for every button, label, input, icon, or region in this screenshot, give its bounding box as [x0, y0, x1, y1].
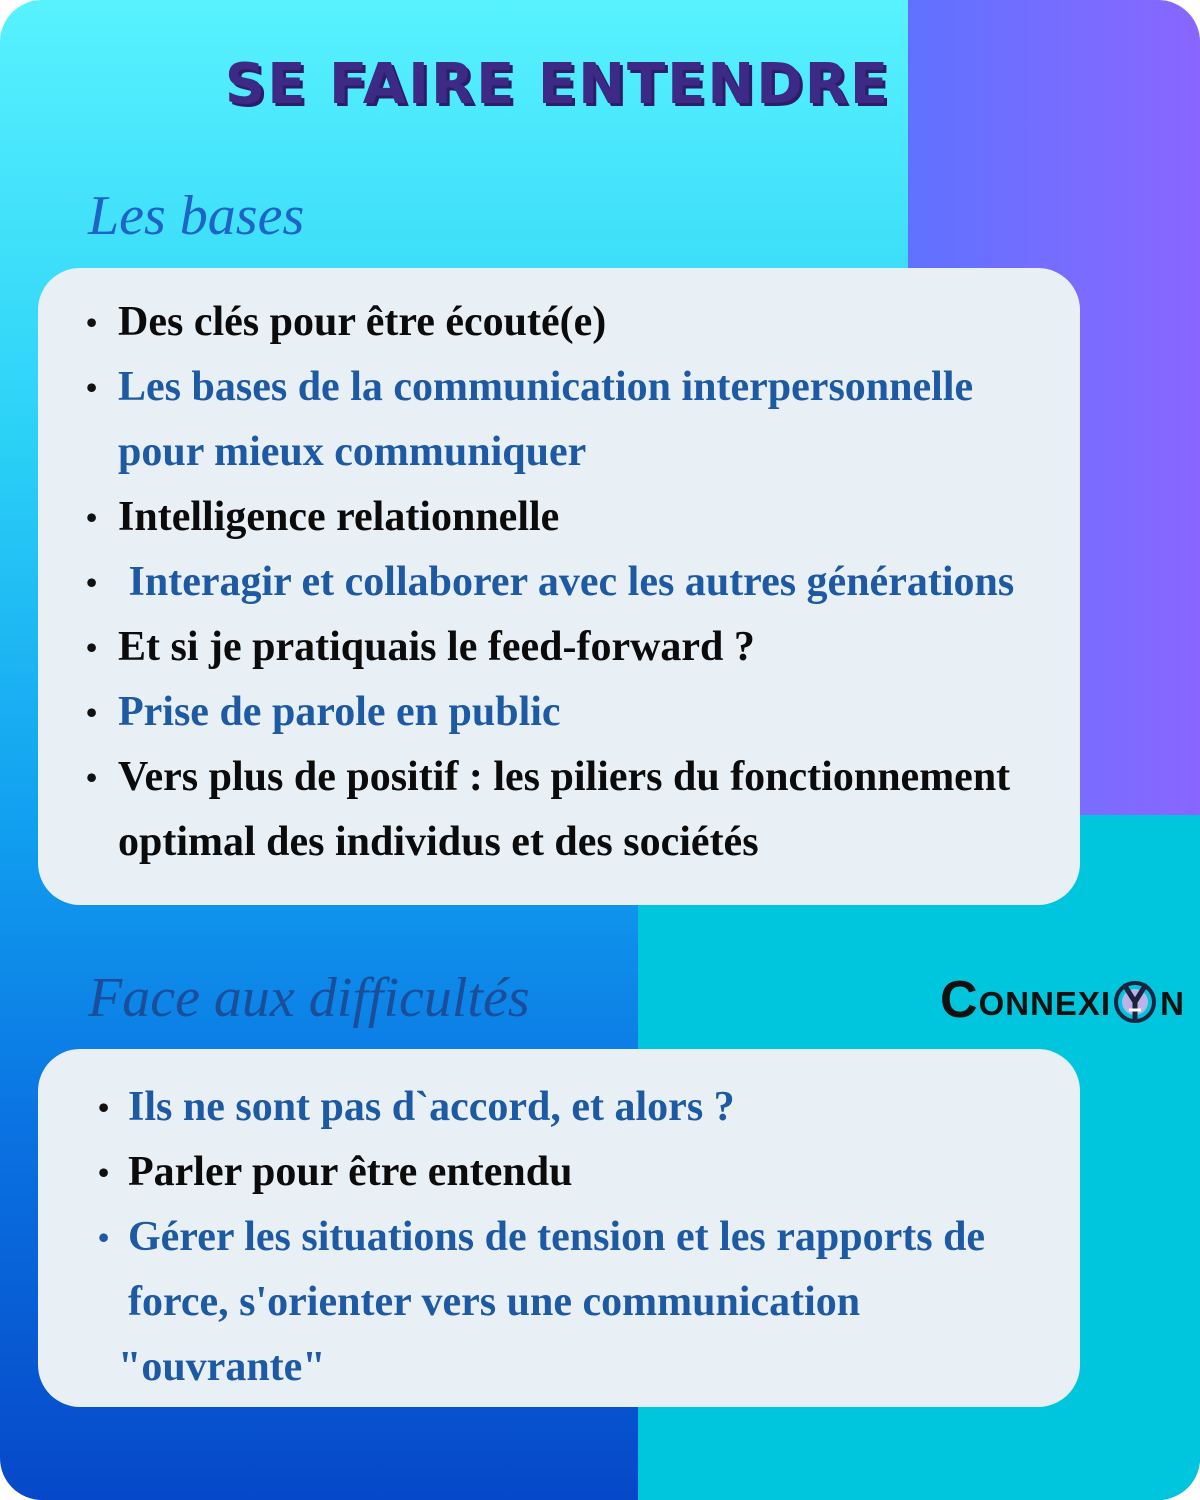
list-item: • Et si je pratiquais le feed-forward ?	[118, 615, 1060, 680]
logo-initial: C	[940, 971, 978, 1029]
page-title: SE FAIRE ENTENDRE	[224, 52, 891, 117]
list-item-tail-text: "ouvrante"	[118, 1344, 326, 1390]
list-item: • Des clés pour être écouté(e)	[118, 290, 1060, 355]
section-heading-bases: Les bases	[88, 185, 305, 247]
list-item: • Interagir et collaborer avec les autres générations	[118, 550, 1060, 615]
list-item	[118, 1205, 1060, 1400]
list-item: • Intelligence relationnelle	[118, 485, 1060, 550]
section-heading-difficultes: Face aux difficultés	[88, 967, 530, 1029]
logo-text: ONNEXI	[978, 985, 1112, 1022]
list-item: • Ils ne sont pas d`accord, et alors ?	[128, 1075, 1060, 1140]
bases-card	[38, 268, 1080, 905]
list-item: • Parler pour être entendu	[128, 1140, 1060, 1205]
list-item: • Prise de parole en public	[118, 680, 1060, 745]
list-item-main-text: Gérer les situations de tension et les rapports de force, s'orienter vers une communication	[128, 1214, 986, 1325]
bases-list	[118, 290, 1060, 875]
list-item: • Vers plus de positif : les piliers du fonctionnement optimal des individus et des sociétés	[118, 745, 1060, 875]
logo-text-end: N	[1160, 985, 1185, 1022]
difficultes-card	[38, 1049, 1080, 1407]
connexion-logo	[940, 970, 1190, 1030]
list-item: • Les bases de la communication interpersonnelle pour mieux communiquer	[118, 355, 1060, 485]
connexion-y-emblem-icon	[1113, 980, 1157, 1024]
difficultes-list	[118, 1075, 1060, 1400]
